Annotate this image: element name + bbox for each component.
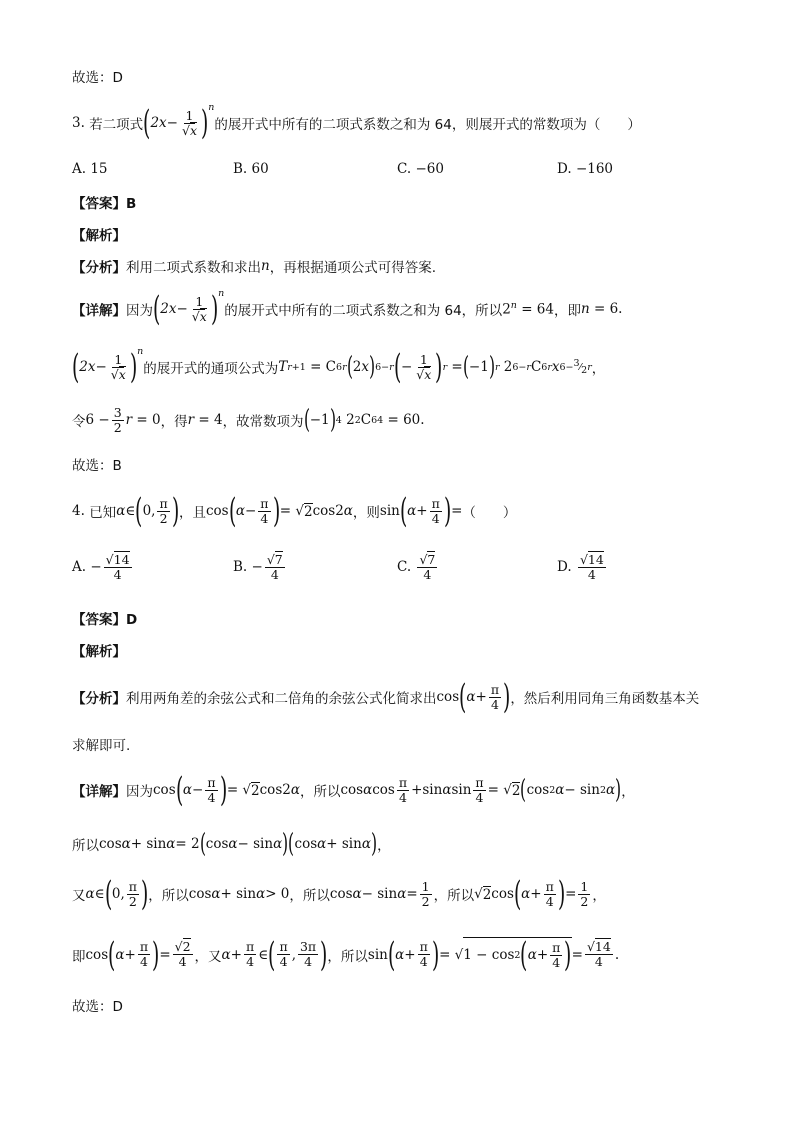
answer-choice-prev: [72, 66, 123, 86]
option-a: [72, 161, 108, 177]
analysis-tag: [72, 224, 126, 244]
text: 因为: [126, 784, 153, 800]
text: 【答案】D: [72, 612, 138, 628]
detail-line-2: 所以 cos α + sin α = 2 ( cos α − sin α ) ( cos α + sin α ) ，: [72, 829, 391, 859]
constant-term-line: 令 6 − $\frac{3}{2}$ r = 0 ，得 r = 4 ，故常数项为 ( −1 ) 4 2 2 C 6 4 = 60.: [72, 405, 425, 436]
option-label: C.: [397, 559, 412, 576]
text: 的展开式中所有的二项式系数之和为 64，所以: [224, 303, 503, 319]
detail-line-1: 【详解】 因为 cos ( α − $\frac{\pi}{4}$ ) = √ 2 cos2 α ，所以 cos α cos $\frac{\pi}{4}$ +sin α sin $\frac{\pi}{4}$ = √ 2 ( cos 2 α − sin 2 α ) ，: [72, 770, 635, 810]
answer-choice-3: [72, 454, 122, 474]
text: 【详解】: [72, 784, 126, 800]
text: 故选：D: [72, 999, 123, 1015]
option-label: D.: [557, 559, 572, 576]
text: ，所以: [299, 784, 341, 800]
analysis-line-2: [72, 734, 130, 754]
text: 【解析】: [72, 228, 126, 244]
text: .: [618, 301, 623, 317]
text: ，得: [160, 414, 188, 431]
question-text: 若二项式: [89, 117, 144, 133]
option-label: B.: [233, 559, 248, 576]
option-text: −160: [575, 161, 614, 177]
option-c: [397, 161, 444, 177]
detail-line-1: 【详解】 因为 ( 2x − $\frac{1}{√x}$ ) $^n$ 的展开式中所有的二项式系数之和为 64，所以 $2^n = 64$ ，即 n = 6 .: [72, 288, 623, 329]
option-text: −60: [415, 161, 444, 177]
text: 故选：D: [72, 70, 123, 86]
text: ，又: [194, 948, 222, 965]
answer-tag: [72, 608, 137, 628]
question-number: 4.: [72, 503, 85, 519]
text: 又: [72, 888, 86, 904]
text: 即: [72, 948, 86, 965]
option-text: B. 60: [233, 161, 269, 177]
question-3: 3. 若二项式 ( 2x − $\frac{1}{√x}$ ) $^n$ 的展开式中所有的二项式系数之和为 64，则展开式的常数项为（ ）: [72, 102, 641, 143]
option-d: D. $\frac{√14}{4}$: [557, 552, 604, 582]
text: ，即: [553, 303, 581, 319]
text: ，然后利用同角三角函数基本关: [510, 691, 700, 707]
question-number: 3.: [72, 115, 85, 131]
option-label: C.: [397, 161, 412, 177]
text: 【答案】B: [72, 196, 137, 212]
detail-line-3: 又 α ∈ ( 0, $\frac{\pi}{2}$ ) ，所以 cos α + sin α > 0 ，所以 cos α − sin α = $\frac{1}{2}$ ，所以 √ 2 cos ( α + $\frac{\pi}{4}$ ) = $\frac{1}{2}$ ，: [72, 874, 606, 914]
text: 【分析】: [72, 691, 126, 707]
option-text: A. 15: [72, 161, 108, 177]
option-label: D.: [557, 161, 572, 177]
text: 故选：B: [72, 458, 122, 474]
detail-line-4: 即 cos ( α + $\frac{\pi}{4}$ ) = $\frac{√2}{4}$ ，又 α + $\frac{\pi}{4}$ ∈ ( $\frac{\pi}{4}$ , $\frac{3\pi}{4}$ ) ，所以 sin ( α + $\frac{\pi}{4}$ ) = √ 1 − cos 2 ( α + $\frac{\pi}{4}$ ) = $\frac{√14}{4}$ .: [72, 934, 620, 975]
analysis-line: 【分析】 利用两角差的余弦公式和二倍角的余弦公式化简求出 cos ( α + $\frac{\pi}{4}$ ) ，然后利用同角三角函数基本关: [72, 677, 700, 717]
text: ，再根据通项公式可得答案.: [269, 260, 436, 276]
text: 【详解】: [72, 303, 126, 319]
text: ，所以: [433, 888, 475, 904]
option-b: B. − $\frac{√7}{4}$: [233, 552, 283, 582]
text: ，所以: [289, 888, 330, 904]
option-a: A. − $\frac{√14}{4}$: [72, 552, 130, 582]
text: 【分析】: [72, 260, 126, 276]
text: 令: [72, 414, 86, 431]
question-text: ，且: [178, 505, 206, 521]
text: 的展开式的通项公式为: [143, 361, 279, 377]
text: 因为: [126, 303, 153, 319]
text: 【解析】: [72, 644, 126, 660]
text: ，所以: [148, 888, 189, 904]
answer-choice-4: [72, 995, 123, 1015]
option-label: A.: [72, 559, 87, 576]
text: ，故常数项为: [222, 414, 304, 431]
question-text: ，则: [352, 505, 380, 521]
text: 求解即可.: [72, 738, 131, 754]
analysis-tag: [72, 640, 126, 660]
general-term-line: ( 2x − $\frac{1}{√x}$ ) $^n$ 的展开式的通项公式为 T r+1 = C 6 r ( 2 x ) 6−r ( − $\frac{1}{√x}$ ) r = ( −1 ) r 2 6−r C 6 r x $6-^3⁄_2r$ ，: [71, 346, 606, 387]
text: ，所以: [327, 948, 368, 965]
option-d: [557, 161, 613, 177]
text: 利用两角差的余弦公式和二倍角的余弦公式化简求出: [126, 691, 437, 707]
text: 所以: [72, 838, 99, 854]
question-text: 的展开式中所有的二项式系数之和为 64，则展开式的常数项为（ ）: [214, 117, 641, 133]
answer-tag: [72, 192, 136, 212]
analysis-line: 【分析】 利用二项式系数和求出 n ，再根据通项公式可得答案.: [72, 258, 436, 276]
question-text: 已知: [89, 505, 117, 521]
option-c: C. $\frac{√7}{4}$: [397, 552, 436, 582]
text: 利用二项式系数和求出: [126, 260, 261, 276]
question-4: 4. 已知 α ∈ ( 0, $\frac{\pi}{2}$ ) ，且 cos ( α − $\frac{\pi}{4}$ ) = √ 2 cos2 α ，则 sin ( α + $\frac{\pi}{4}$ ) = （ ）: [72, 491, 517, 531]
question-text: （ ）: [462, 505, 517, 521]
option-b: [233, 161, 269, 177]
